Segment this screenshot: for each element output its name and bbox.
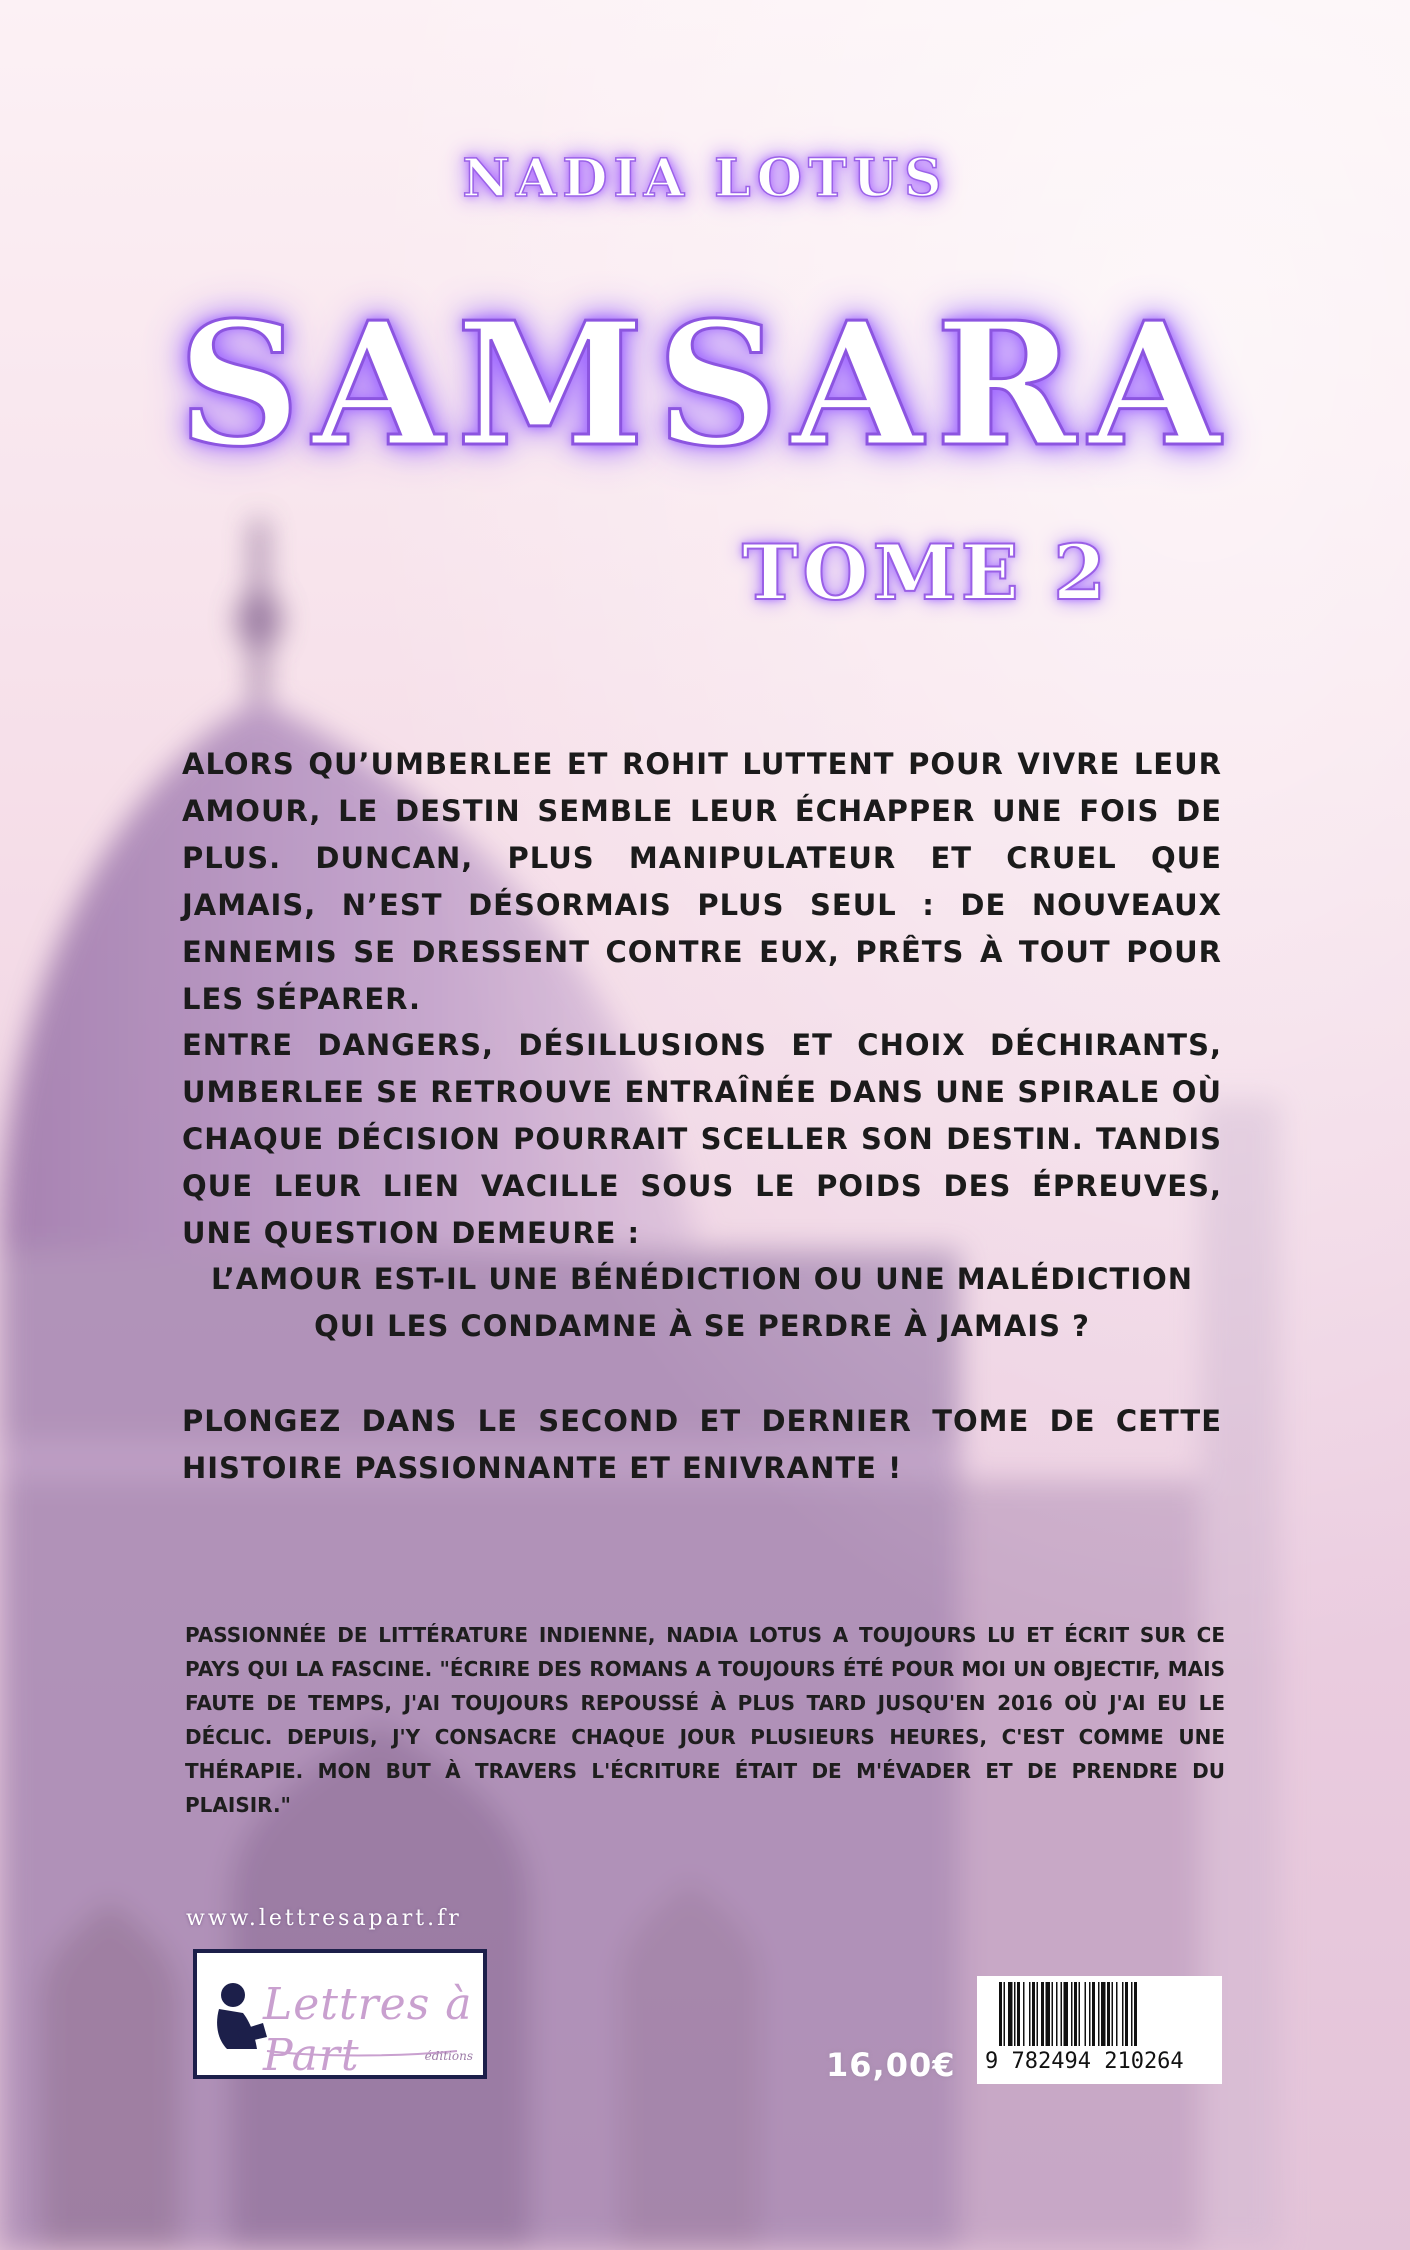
barcode-bar: [1052, 1982, 1054, 2046]
price: 16,00€: [826, 2046, 956, 2084]
barcode-bar: [1116, 1982, 1118, 2046]
barcode-bar: [1107, 1982, 1110, 2046]
publisher-website: www.lettresapart.fr: [186, 1906, 462, 1931]
author-name: NADIA LOTUS: [462, 148, 948, 209]
barcode-bar: [1004, 1982, 1006, 2046]
isbn-digits: 9 782494 210264: [985, 2049, 1184, 2074]
barcode-bar: [1134, 1982, 1137, 2046]
barcode-bar: [1037, 1982, 1039, 2046]
blurb-paragraph-1: ALORS QU’UMBERLEE ET ROHIT LUTTENT POUR VIVRE LEUR AMOUR, LE DESTIN SEMBLE LEUR ÉCHAPPER UNE FOIS DE PLUS. DUNCAN, PLUS MANIPULATEUR ET CRUEL QUE JAMAIS, N’EST DÉSORMAIS PLUS SEUL : DE NOUVEAUX ENNEMIS SE DRESSENT CONTRE EUX, PRÊTS À TOUT POUR LES SÉPARER.: [182, 747, 1222, 1016]
publisher-logo-text: Lettres à Part: [263, 1979, 473, 2081]
barcode-bar: [1041, 1982, 1044, 2046]
barcode-bar: [1101, 1982, 1106, 2046]
barcode-bar: [1046, 1982, 1051, 2046]
barcode-bar: [1074, 1982, 1077, 2046]
blurb-question: L’AMOUR EST-IL UNE BÉNÉDICTION OU UNE MALÉDICTION QUI LES CONDAMNE À SE PERDRE À JAMAIS ?: [210, 1262, 1194, 1343]
barcode-bar: [1085, 1982, 1087, 2046]
barcode-bar: [999, 1982, 1002, 2046]
barcode-bar: [1029, 1982, 1031, 2046]
barcode-bar: [1017, 1982, 1020, 2046]
publisher-logo-subtitle: éditions: [424, 2049, 473, 2063]
barcode-bar: [1122, 1982, 1124, 2046]
book-title: SAMSARA: [177, 285, 1233, 485]
barcode-bar: [1064, 1982, 1069, 2046]
isbn-barcode: [977, 1976, 1222, 2084]
volume-label: TOME 2: [741, 528, 1110, 617]
blurb-paragraph-2: ENTRE DANGERS, DÉSILLUSIONS ET CHOIX DÉCHIRANTS, UMBERLEE SE RETROUVE ENTRAÎNÉE DANS UNE SPIRALE OÙ CHAQUE DÉCISION POURRAIT SCELLER SON DESTIN. TANDIS QUE LEUR LIEN VACILLE SOUS LE POIDS DES ÉPREUVES, UNE QUESTION DEMEURE :: [182, 1028, 1222, 1250]
barcode-bar: [1014, 1982, 1016, 2046]
barcode-bar: [1032, 1982, 1035, 2046]
barcode-bar: [1089, 1982, 1091, 2046]
barcode-bar: [1125, 1982, 1128, 2046]
barcode-bar: [1079, 1982, 1081, 2046]
blurb-paragraph-4: PLONGEZ DANS LE SECOND ET DERNIER TOME DE CETTE HISTOIRE PASSIONNANTE ET ENIVRANTE !: [182, 1404, 1222, 1485]
barcode-bar: [1008, 1982, 1013, 2046]
barcode-bar: [1112, 1982, 1114, 2046]
publisher-logo: [193, 1949, 487, 2079]
barcode-bar: [1092, 1982, 1095, 2046]
barcode-bar: [1061, 1982, 1063, 2046]
barcode-bar: [1131, 1982, 1133, 2046]
author-biography: PASSIONNÉE DE LITTÉRATURE INDIENNE, NADIA LOTUS A TOUJOURS LU ET ÉCRIT SUR CE PAYS QUI LA FASCINE. "ÉCRIRE DES ROMANS A TOUJOURS ÉTÉ POUR MOI UN OBJECTIF, MAIS FAUTE DE TEMPS, J'AI TOUJOURS REPOUSSÉ À PLUS TARD JUSQU'EN 2016 OÙ J'AI EU LE DÉCLIC. DEPUIS, J'Y CONSACRE CHAQUE JOUR PLUSIEURS HEURES, C'EST COMME UNE THÉRAPIE. MON BUT À TRAVERS L'ÉCRITURE ÉTAIT DE M'ÉVADER ET DE PRENDRE DU PLAISIR.": [185, 1623, 1225, 1817]
barcode-bar: [1056, 1982, 1058, 2046]
barcode-bar: [1023, 1982, 1025, 2046]
barcode-bar: [1098, 1982, 1100, 2046]
barcode-bar: [1071, 1982, 1073, 2046]
